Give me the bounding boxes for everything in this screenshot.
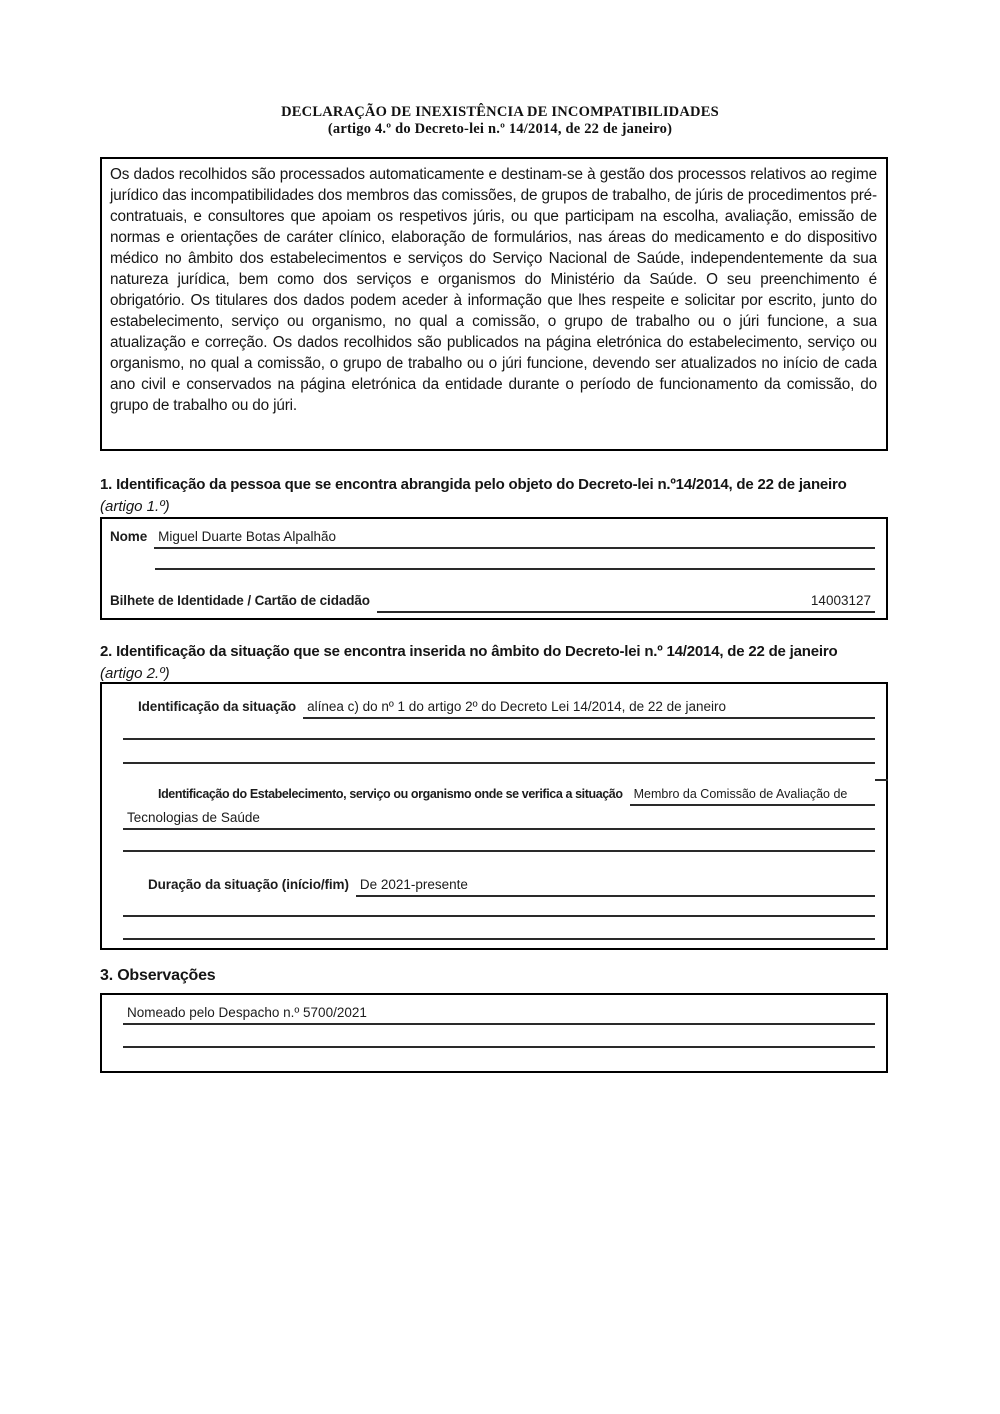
field-nome-value: Miguel Duarte Botas Alpalhão <box>154 529 875 549</box>
section2-heading: 2. Identificação da situação que se encontra inserida no âmbito do Decreto-lei n.º 14/2014, de 22 de janeiro <box>100 643 838 660</box>
section1-subheading: (artigo 1.º) <box>100 498 170 515</box>
field-observacoes-value: Nomeado pelo Despacho n.º 5700/2021 <box>123 1005 875 1025</box>
field-duracao <box>148 877 875 897</box>
blank-line <box>123 762 875 764</box>
field-estabelecimento <box>158 787 875 806</box>
field-situacao-value: alínea c) do nº 1 do artigo 2º do Decreto Lei 14/2014, de 22 de janeiro <box>303 699 875 719</box>
section3-heading: 3. Observações <box>100 967 216 984</box>
blank-line <box>123 850 875 852</box>
field-nome <box>110 529 875 549</box>
field-estabelecimento-value-cont: Tecnologias de Saúde <box>123 810 875 830</box>
document-subtitle: (artigo 4.º do Decreto-lei n.º 14/2014, de 22 de janeiro) <box>327 121 673 137</box>
field-bilhete-label: Bilhete de Identidade / Cartão de cidadão <box>110 593 370 608</box>
field-duracao-value: De 2021-presente <box>356 877 875 897</box>
field-estabelecimento-continuation <box>123 810 875 830</box>
blank-line <box>123 1046 875 1048</box>
blank-line <box>123 915 875 917</box>
blank-line <box>155 568 875 570</box>
section1-heading: 1. Identificação da pessoa que se encontra abrangida pelo objeto do Decreto-lei n.º14/2014, de 22 de janeiro <box>100 476 847 493</box>
intro-notice-box <box>100 157 888 451</box>
field-nome-label: Nome <box>110 529 148 544</box>
field-situacao <box>138 699 875 719</box>
field-estabelecimento-value: Membro da Comissão de Avaliação de <box>630 787 875 806</box>
document-title-block <box>0 104 1000 138</box>
field-observacoes <box>123 1005 875 1025</box>
field-estabelecimento-label: Identificação do Estabelecimento, serviço ou organismo onde se verifica a situação <box>158 787 623 801</box>
section2-subheading: (artigo 2.º) <box>100 665 170 682</box>
document-title: DECLARAÇÃO DE INEXISTÊNCIA DE INCOMPATIBILIDADES <box>281 104 719 120</box>
field-situacao-label: Identificação da situação <box>138 699 297 714</box>
blank-line <box>123 938 875 940</box>
intro-paragraph: Os dados recolhidos são processados automaticamente e destinam-se à gestão dos processos relativos ao regime jurídico das incompatibilidades dos membros das comissões, de grupos de trabalho, de júris de procedimentos pré-contratuais, e consultores que apoiam os respetivos júris, ou que participam na escolha, avaliação, emissão de normas e orientações de caráter clínico, elaboração de formulários, nas áreas do medicamento e do dispositivo médico no âmbito dos estabelecimentos e serviços do Serviço Nacional de Saúde, independentemente da sua natureza jurídica, bem como dos serviços e organismos do Ministério da Saúde. O seu preenchimento é obrigatório. Os titulares dos dados podem aceder à informação que lhes respeite e solicitar por escrito, junto do estabelecimento, serviço ou organismo, no qual a comissão, o grupo de trabalho ou o júri funcione, a sua atualização e correção. Os dados recolhidos são publicados na página eletrónica do estabelecimento, serviço ou organismo, no qual a comissão, o grupo de trabalho ou o júri funcione, devendo ser atualizados no início de cada ano civil e conservados na página eletrónica da entidade durante o período de funcionamento da comissão, do grupo de trabalho ou do júri. <box>110 166 877 414</box>
field-bilhete <box>110 593 875 613</box>
blank-line <box>123 738 875 740</box>
field-bilhete-value: 14003127 <box>377 593 875 613</box>
field-duracao-label: Duração da situação (início/fim) <box>148 877 349 892</box>
cell-tick-mark <box>875 779 888 781</box>
